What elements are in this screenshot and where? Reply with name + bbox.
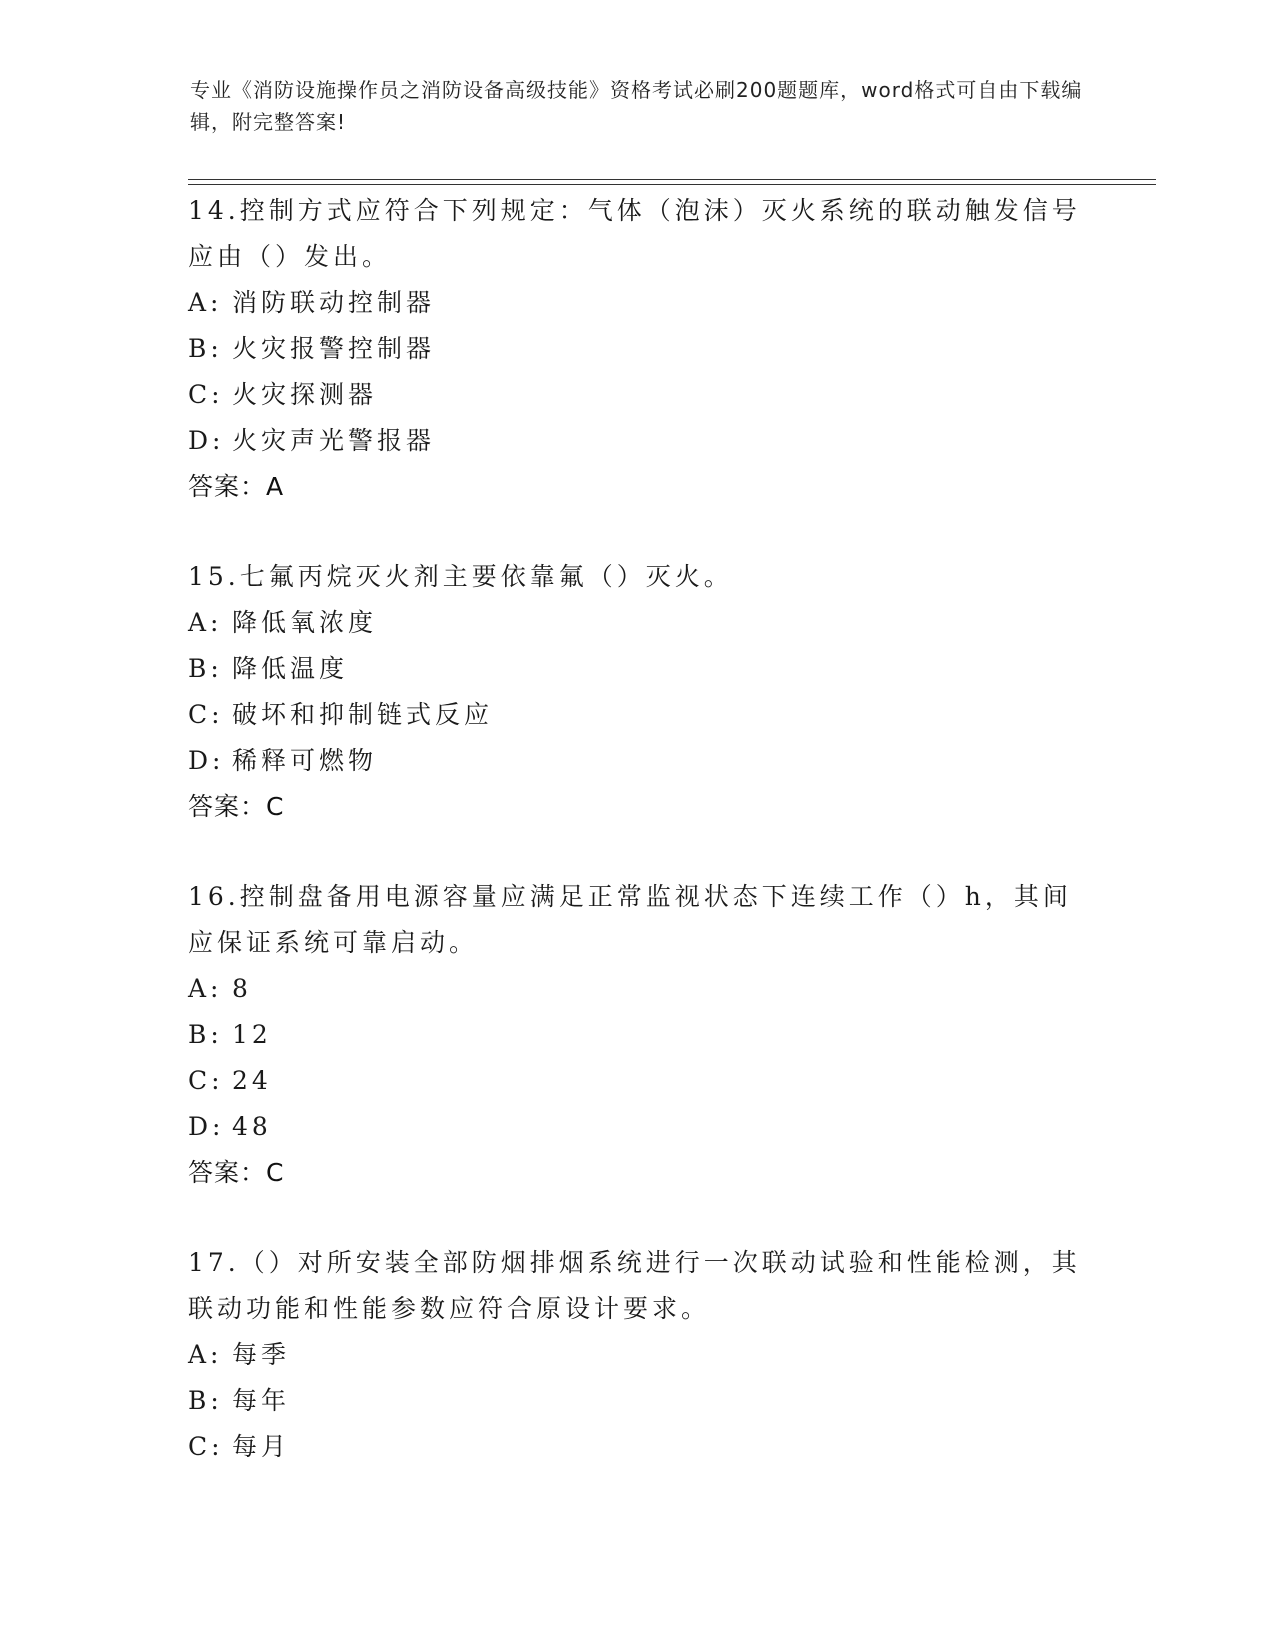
question-16 bbox=[188, 874, 1088, 1196]
option-key: B: bbox=[188, 334, 223, 363]
option-text: 每季 bbox=[232, 1340, 291, 1369]
option-a bbox=[188, 966, 1088, 1012]
option-key: C: bbox=[188, 1432, 224, 1461]
option-key: A: bbox=[188, 608, 223, 637]
question-list bbox=[188, 188, 1088, 1514]
option-d bbox=[188, 418, 1088, 464]
option-d bbox=[188, 1104, 1088, 1150]
option-a bbox=[188, 600, 1088, 646]
option-key: C: bbox=[188, 380, 224, 409]
question-14 bbox=[188, 188, 1088, 510]
option-text: 火灾探测器 bbox=[232, 380, 378, 409]
option-text: 火灾报警控制器 bbox=[232, 334, 436, 363]
option-c bbox=[188, 1058, 1088, 1104]
answer-line: 答案：C bbox=[188, 1158, 285, 1187]
option-key: C: bbox=[188, 700, 224, 729]
option-c bbox=[188, 372, 1088, 418]
option-text: 破坏和抑制链式反应 bbox=[232, 700, 494, 729]
option-a bbox=[188, 280, 1088, 326]
option-text: 8 bbox=[232, 974, 252, 1003]
question-stem: 15.七氟丙烷灭火剂主要依靠氟（）灭火。 bbox=[188, 562, 733, 591]
header-divider-top bbox=[188, 179, 1156, 180]
option-key: A: bbox=[188, 288, 223, 317]
question-15 bbox=[188, 554, 1088, 830]
option-b bbox=[188, 1012, 1088, 1058]
option-text: 48 bbox=[232, 1112, 272, 1141]
question-stem: 14.控制方式应符合下列规定：气体（泡沫）灭火系统的联动触发信号应由（）发出。 bbox=[188, 196, 1081, 271]
option-text: 12 bbox=[232, 1020, 272, 1049]
option-text: 降低温度 bbox=[232, 654, 349, 683]
document-intro: 专业《消防设施操作员之消防设备高级技能》资格考试必刷200题题库，word格式可自由下载编辑，附完整答案! bbox=[190, 78, 1083, 134]
option-key: B: bbox=[188, 1020, 223, 1049]
option-text: 每月 bbox=[232, 1432, 291, 1461]
option-b bbox=[188, 646, 1088, 692]
option-key: A: bbox=[188, 1340, 223, 1369]
question-17 bbox=[188, 1240, 1088, 1470]
option-text: 24 bbox=[232, 1066, 272, 1095]
option-key: D: bbox=[188, 426, 225, 455]
question-stem: 16.控制盘备用电源容量应满足正常监视状态下连续工作（）h，其间应保证系统可靠启动。 bbox=[188, 882, 1072, 957]
option-text: 消防联动控制器 bbox=[232, 288, 436, 317]
option-text: 每年 bbox=[232, 1386, 291, 1415]
answer-line: 答案：C bbox=[188, 792, 285, 821]
option-c bbox=[188, 1424, 1088, 1470]
option-a bbox=[188, 1332, 1088, 1378]
option-key: C: bbox=[188, 1066, 224, 1095]
answer-line: 答案：A bbox=[188, 472, 285, 501]
option-key: D: bbox=[188, 746, 225, 775]
option-key: A: bbox=[188, 974, 223, 1003]
option-c bbox=[188, 692, 1088, 738]
option-text: 火灾声光警报器 bbox=[232, 426, 436, 455]
header-divider-bottom bbox=[188, 184, 1156, 185]
option-b bbox=[188, 326, 1088, 372]
option-key: B: bbox=[188, 1386, 223, 1415]
question-stem: 17.（）对所安装全部防烟排烟系统进行一次联动试验和性能检测，其联动功能和性能参数应符合原设计要求。 bbox=[188, 1248, 1081, 1323]
option-key: B: bbox=[188, 654, 223, 683]
option-text: 稀释可燃物 bbox=[232, 746, 378, 775]
option-b bbox=[188, 1378, 1088, 1424]
option-key: D: bbox=[188, 1112, 225, 1141]
option-d bbox=[188, 738, 1088, 784]
option-text: 降低氧浓度 bbox=[232, 608, 378, 637]
